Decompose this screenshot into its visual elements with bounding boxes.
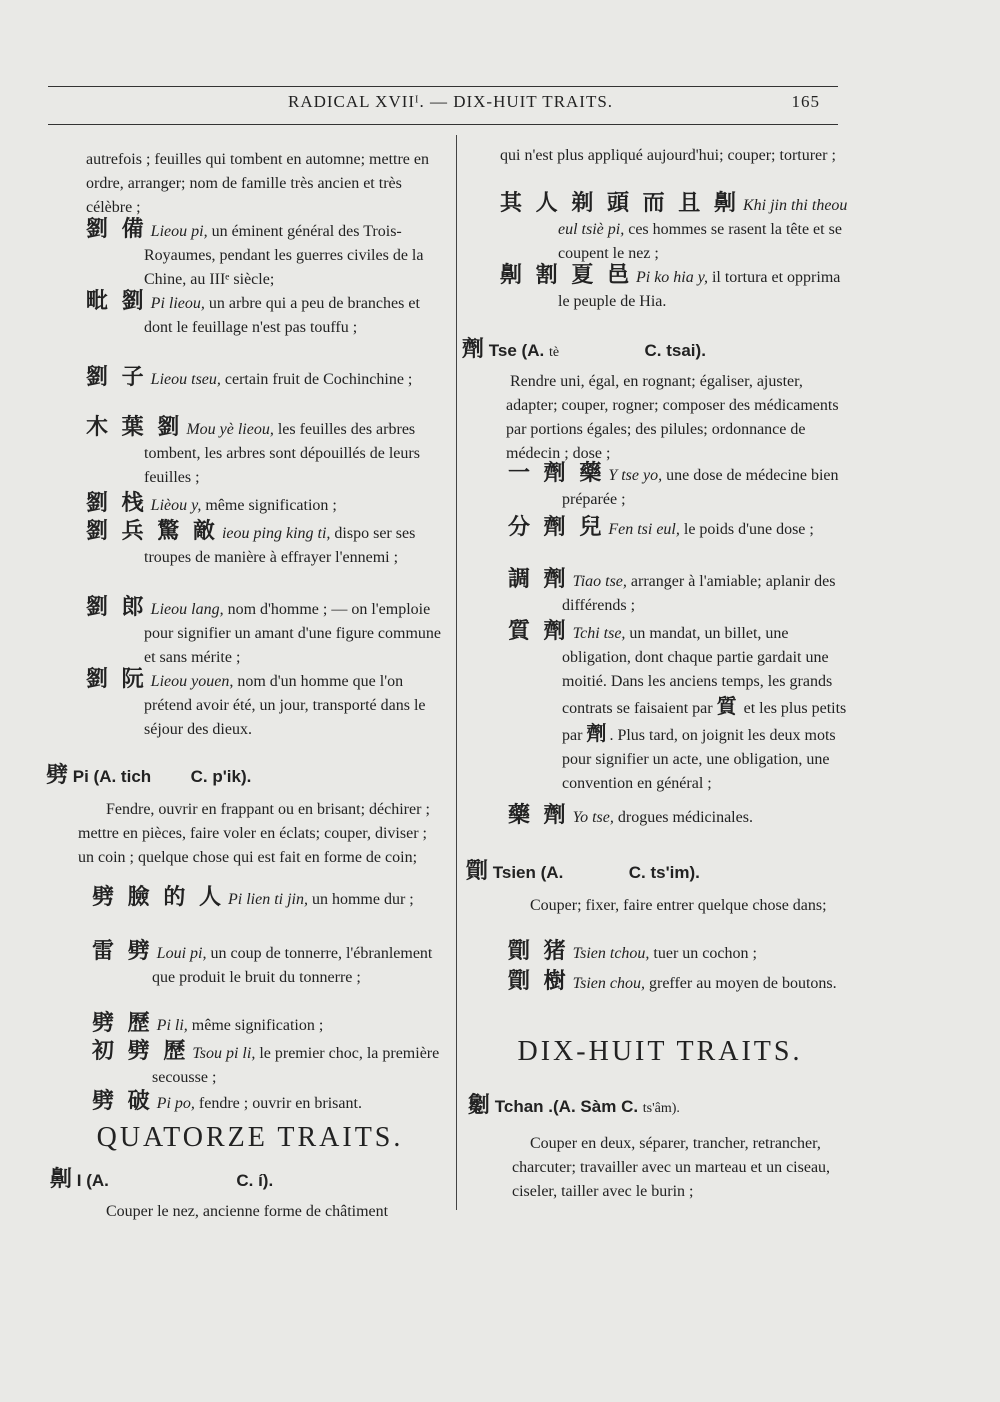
- chinese-term: 初 劈 歷: [92, 1039, 189, 1064]
- right-continuation: [500, 144, 850, 168]
- headword-romanization: Pi: [72, 767, 89, 786]
- header-rule-top: [48, 86, 838, 87]
- entry-mou-ye-lieou: [86, 416, 442, 490]
- entry-tsien-tchou: [508, 940, 854, 966]
- definition: drogues médicinales.: [613, 809, 753, 826]
- romanization: Pi po,: [156, 1095, 195, 1112]
- entry-pi-lieou: [86, 290, 442, 340]
- chinese-term: 木 葉 劉: [86, 415, 183, 440]
- romanization: Pi lien ti jin,: [227, 891, 308, 908]
- entry-pi-po: [92, 1090, 442, 1116]
- romanization: Y tse yo,: [608, 467, 663, 484]
- romanization: Lieou lang,: [150, 601, 224, 618]
- entry-y-tse-yo: [508, 462, 854, 512]
- section-title-dix-huit: DIX-HUIT TRAITS.: [517, 1036, 803, 1067]
- headword-character: 劕: [466, 859, 489, 884]
- definition-cont: . Plus tard, on joignit les deux mots pour signifier un acte, une obligation, une convention en général ;: [562, 727, 836, 792]
- headword-tsien: [466, 860, 846, 885]
- headword-tse: [462, 338, 842, 365]
- chinese-term: 劓 割 夏 邑: [500, 263, 632, 288]
- definition-pi: [78, 798, 442, 870]
- annamite-reading: .(A. Sàm: [548, 1097, 617, 1116]
- romanization: Yo tse,: [572, 809, 614, 826]
- romanization: Mou yè lieou,: [186, 421, 274, 438]
- paragraph: Couper en deux, séparer, trancher, retrancher, charcuter; travailler avec un marteau et un ciseau, ciseler, tailler avec le burin ;: [512, 1135, 831, 1200]
- chinese-term: 劉 阮: [86, 667, 147, 692]
- paragraph: Fendre, ouvrir en frappant ou en brisant; déchirer ; mettre en pièces, faire voler en éclats; couper, diviser ; un coin ; quelque chose qui est fait en forme de coin;: [78, 801, 430, 866]
- entry-loui-pi: [92, 940, 442, 990]
- annamite-reading: (A. tich: [93, 767, 152, 786]
- romanization: ieou ping king ti,: [221, 525, 331, 542]
- romanization: Lièou y,: [150, 497, 202, 514]
- definition: ces hommes se rasent la tête et se coupent le nez ;: [558, 221, 842, 262]
- headword-romanization: Tse: [488, 341, 517, 360]
- annamite-reading-value: tè: [548, 345, 560, 360]
- chinese-term: 分 劑 兒: [508, 515, 605, 540]
- entry-pi-li: [92, 1012, 442, 1038]
- cantonese-reading: C. ts'im).: [628, 863, 700, 882]
- headword-romanization: I: [76, 1171, 82, 1190]
- headword-i: [50, 1168, 430, 1193]
- definition: nom d'un homme que l'on prétend avoir été, un jour, transporté dans le séjour des dieux.: [144, 673, 426, 738]
- chinese-term: 劉 栈: [86, 491, 147, 516]
- entry-tiao-tse: [508, 568, 854, 618]
- chinese-term: 質 劑: [508, 619, 569, 644]
- cantonese-reading: C.: [621, 1097, 639, 1116]
- entry-tsou-pi-li: [92, 1040, 442, 1090]
- paragraph: qui n'est plus appliqué aujourd'hui; couper; torturer ;: [500, 147, 836, 164]
- definition: même signification ;: [187, 1017, 324, 1034]
- definition-cont: et les plus petits par: [562, 700, 847, 744]
- definition-tchan: [512, 1132, 856, 1204]
- annamite-reading: (A.: [86, 1171, 109, 1190]
- headword-character: 劈: [46, 763, 69, 788]
- annamite-reading: (A.: [540, 863, 564, 882]
- entry-tchi-tse: [508, 620, 854, 796]
- chinese-term: 劉 備: [86, 217, 147, 242]
- romanization: Tsou pi li,: [192, 1045, 256, 1062]
- chinese-term: 雷 劈: [92, 939, 153, 964]
- definition: même signification ;: [201, 497, 337, 514]
- chinese-term: 毗 劉: [86, 289, 147, 314]
- chinese-term: 劕 猪: [508, 939, 569, 964]
- cantonese-reading: C. p'ik).: [190, 767, 252, 786]
- entry-lieou-pi: [86, 218, 442, 292]
- romanization: Pi li,: [156, 1017, 188, 1034]
- paragraph: Couper le nez, ancienne forme de châtiment: [106, 1203, 389, 1220]
- entry-fen-tsi-eul: [508, 516, 854, 542]
- definition: nom d'homme ; — on l'emploie pour signifier un amant d'une figure commune et sans mérite ;: [144, 601, 442, 666]
- entry-pi-ko: [500, 264, 850, 314]
- chinese-term: 劈 歷: [92, 1011, 153, 1036]
- chinese-term: 劕 樹: [508, 969, 569, 994]
- definition: un coup de tonnerre, l'ébranlement que produit le bruit du tonnerre ;: [152, 945, 433, 986]
- definition-tse: [506, 370, 852, 466]
- cantonese-reading-value: ts'âm).: [642, 1101, 680, 1116]
- definition: arranger à l'amiable; aplanir des différends ;: [562, 573, 836, 614]
- headword-character: 劓: [50, 1167, 73, 1192]
- chinese-term: 一 劑 藥: [508, 461, 605, 486]
- definition: le poids d'une dose ;: [679, 521, 814, 538]
- chinese-term: 劉 子: [86, 365, 147, 390]
- entry-lieou-tseu: [86, 366, 442, 392]
- romanization: Tiao tse,: [572, 573, 627, 590]
- annamite-reading: (A.: [521, 341, 545, 360]
- inline-character: 質: [716, 694, 740, 718]
- headword-character: 劖: [468, 1093, 491, 1118]
- headword-tchan: [468, 1094, 848, 1121]
- definition: le premier choc, la première secousse ;: [152, 1045, 440, 1086]
- definition-tsien: [508, 894, 854, 918]
- romanization: Loui pi,: [156, 945, 207, 962]
- definition: dispo ser ses troupes de manière à effrayer l'ennemi ;: [144, 525, 416, 566]
- romanization: Lieou pi,: [150, 223, 208, 240]
- headword-character: 劑: [462, 337, 485, 362]
- header-rule-bottom: [48, 124, 838, 125]
- paragraph: Rendre uni, égal, en rognant; égaliser, ajuster, adapter; couper, rogner; composer des médicaments par portions égales; des pilules; ordonnance de médecin ; dose ;: [506, 373, 839, 462]
- column-divider: [456, 135, 457, 1210]
- paragraph: Couper; fixer, faire entrer quelque chose dans;: [530, 897, 827, 914]
- chinese-term: 劉 兵 驚 敵: [86, 519, 218, 544]
- entry-khi-jin: [500, 192, 850, 266]
- inline-character: 劑: [586, 721, 610, 745]
- chinese-term: 調 劑: [508, 567, 569, 592]
- entry-lieou-youen: [86, 668, 442, 742]
- chinese-term: 藥 劑: [508, 803, 569, 828]
- definition: tuer un cochon ;: [649, 945, 757, 962]
- headword-romanization: Tsien: [492, 863, 536, 882]
- romanization: Tsien tchou,: [572, 945, 650, 962]
- chinese-term: 劈 破: [92, 1089, 153, 1114]
- headword-romanization: Tchan: [494, 1097, 544, 1116]
- definition: il tortura et opprima le peuple de Hia.: [558, 269, 841, 310]
- definition: un mandat, un billet, une obligation, dont chaque partie gardait une moitié. Dans les anciens temps, les grands contrats se faisaient par: [562, 625, 833, 717]
- definition-i: [106, 1200, 450, 1224]
- page-number: 165: [791, 92, 820, 111]
- cantonese-reading: C. í).: [236, 1171, 274, 1190]
- definition: un arbre qui a peu de branches et dont le feuillage n'est pas touffu ;: [144, 295, 420, 336]
- romanization: Lieou youen,: [150, 673, 234, 690]
- definition: greffer au moyen de boutons.: [644, 975, 837, 992]
- romanization: Pi lieou,: [150, 295, 205, 312]
- definition: un éminent général des Trois-Royaumes, pendant les guerres civiles de la Chine, au IIIᵉ siècle;: [144, 223, 424, 288]
- chinese-term: 其 人 剃 頭 而 且 劓: [500, 191, 739, 216]
- entry-pi-lien: [92, 886, 442, 912]
- paragraph: autrefois ; feuilles qui tombent en automne; mettre en ordre, arranger; nom de famille très ancien et très célèbre ;: [86, 151, 430, 216]
- entry-lieou-y: [86, 492, 442, 518]
- entry-lieou-lang: [86, 596, 442, 670]
- romanization: Fen tsi eul,: [608, 521, 680, 538]
- entry-yo-tse: [508, 804, 854, 830]
- romanization: Tsien chou,: [572, 975, 645, 992]
- left-continuation: [86, 148, 442, 220]
- definition: certain fruit de Cochinchine ;: [220, 371, 413, 388]
- romanization: Pi ko hia y,: [635, 269, 708, 286]
- definition: un homme dur ;: [307, 891, 414, 908]
- cantonese-reading: C. tsai).: [644, 341, 706, 360]
- chinese-term: 劈 臉 的 人: [92, 885, 224, 910]
- definition: les feuilles des arbres tombent, les arbres sont dépouillés de leurs feuilles ;: [144, 421, 420, 486]
- definition: fendre ; ouvrir en brisant.: [194, 1095, 362, 1112]
- page-header: [48, 92, 838, 118]
- romanization: Tchi tse,: [572, 625, 626, 642]
- chinese-term: 劉 郎: [86, 595, 147, 620]
- headword-pi: [46, 764, 426, 789]
- running-title: RADICAL XVIIᴵ. — DIX-HUIT TRAITS.: [288, 92, 614, 111]
- romanization: Lieou tseu,: [150, 371, 221, 388]
- entry-lieou-ping: [86, 520, 442, 570]
- romanization: Khi jin thi theou eul tsiè pi,: [558, 197, 848, 238]
- definition: une dose de médecine bien préparée ;: [562, 467, 839, 508]
- section-title-quatorze: QUATORZE TRAITS.: [96, 1122, 404, 1153]
- entry-tsien-chou: [508, 970, 854, 996]
